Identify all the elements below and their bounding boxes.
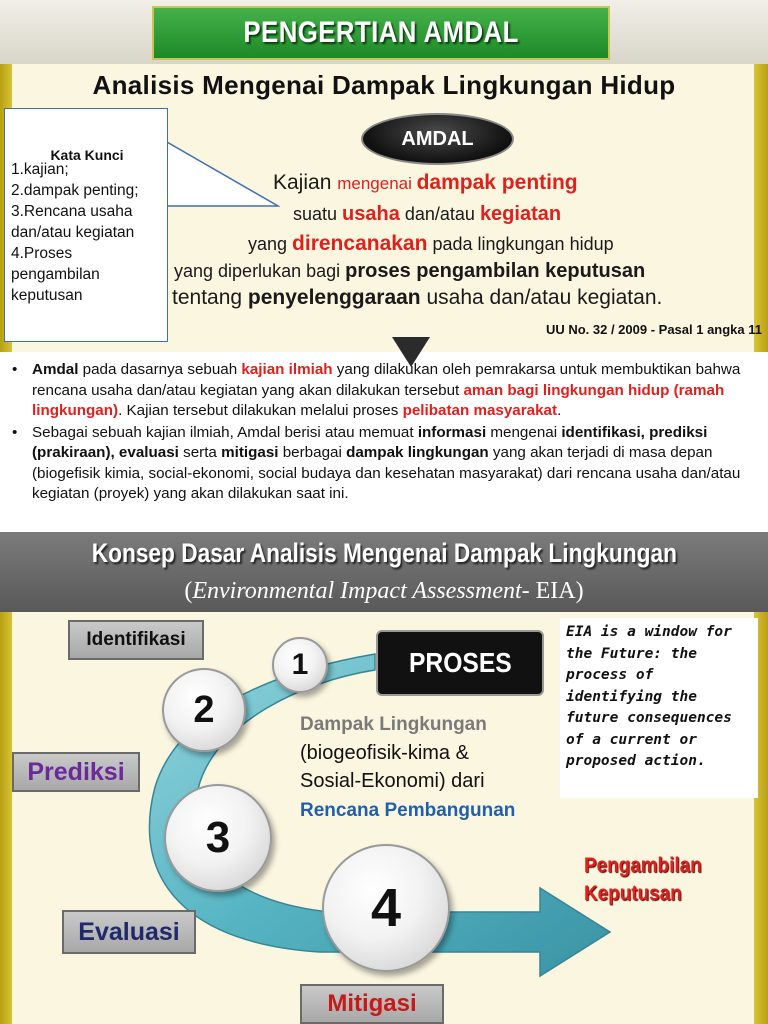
bullet-text: Amdal bbox=[32, 361, 79, 378]
keyword-item: 3.Rencana usaha dan/atau kegiatan bbox=[11, 203, 135, 241]
bullet-item bbox=[10, 423, 754, 505]
legal-reference: UU No. 32 / 2009 - Pasal 1 angka 11 bbox=[545, 322, 762, 337]
slide-subtitle: Analisis Mengenai Dampak Lingkungan Hidup bbox=[92, 70, 676, 100]
impact-title: Dampak Lingkungan bbox=[300, 714, 487, 735]
definition-line-5 bbox=[172, 286, 662, 310]
step-number-1: 1 bbox=[272, 637, 328, 693]
step-evaluasi-label: Evaluasi bbox=[62, 910, 196, 954]
keyword-list bbox=[11, 159, 161, 306]
def-text: yang bbox=[248, 234, 293, 254]
def-text: dan/atau bbox=[399, 204, 480, 224]
bullet-text: yang dilakukan oleh pemrakarsa untuk membuktikan bahwa rencana usaha dan/atau kegiatan yang akan dilakukan tersebut bbox=[32, 361, 741, 399]
keyword-callout bbox=[4, 108, 168, 342]
def-text: suatu bbox=[293, 204, 343, 224]
keyword-title: Kata Kunci bbox=[50, 147, 124, 163]
impact-text: Sosial-Ekonomi) dari bbox=[300, 770, 485, 792]
subtitle-text: Environmental Impact Assessment- bbox=[192, 578, 530, 604]
slide-title: PENGERTIAN AMDAL bbox=[243, 16, 519, 49]
impact-text: (biogeofisik-kima & bbox=[300, 742, 469, 764]
concept-subtitle bbox=[0, 578, 768, 605]
bullet-text: pada dasarnya sebuah bbox=[78, 361, 242, 378]
definition-slide bbox=[0, 0, 768, 352]
def-text: Kajian bbox=[273, 171, 338, 194]
down-arrow-icon bbox=[392, 337, 430, 367]
decision-text: Pengambilan bbox=[584, 854, 702, 877]
bullet-text: Sebagai sebuah kajian ilmiah, Amdal berisi atau memuat bbox=[32, 423, 418, 441]
title-banner bbox=[152, 6, 610, 60]
step-prediksi-label: Prediksi bbox=[12, 752, 140, 792]
bullet-text: . Kajian tersebut dilakukan melalui proses bbox=[118, 402, 403, 419]
definition-line-1 bbox=[273, 171, 578, 195]
bullet-text: mengenai bbox=[486, 423, 562, 441]
step-number-3: 3 bbox=[164, 784, 272, 892]
definition-line-4 bbox=[174, 260, 645, 283]
title-bar bbox=[0, 0, 768, 64]
def-keyword: direncanakan bbox=[292, 232, 428, 255]
bullet-text: kajian ilmiah bbox=[241, 361, 333, 378]
def-keyword: penyelenggaraan bbox=[247, 286, 421, 309]
impact-plan: Rencana Pembangunan bbox=[300, 800, 516, 821]
bullet-text: aman bagi lingkungan hidup (ramah lingkungan) bbox=[32, 381, 725, 419]
keyword-item: 4.Proses pengambilan keputusan bbox=[11, 245, 100, 304]
eia-quote: EIA is a window for the Future: the process of identifying the future consequences of a current or proposed action. bbox=[560, 618, 758, 798]
bullet-text: pelibatan masyarakat bbox=[402, 402, 558, 419]
def-text: usaha dan/atau kegiatan. bbox=[420, 286, 663, 309]
step-number-4: 4 bbox=[322, 844, 450, 972]
def-text: mengenai bbox=[337, 174, 417, 193]
concept-slide bbox=[0, 532, 768, 1024]
subtitle-text: EIA) bbox=[529, 578, 584, 604]
step-identifikasi-label: Identifikasi bbox=[68, 620, 204, 660]
concept-header bbox=[0, 532, 768, 612]
callout-pointer bbox=[160, 136, 280, 236]
decision-label bbox=[584, 852, 715, 908]
bullet-text: berbagai bbox=[278, 444, 347, 461]
bullet-item bbox=[10, 360, 754, 422]
def-text: yang diperlukan bagi bbox=[174, 261, 346, 281]
bullet-text: mitigasi bbox=[221, 444, 279, 461]
def-text: tentang bbox=[172, 286, 248, 309]
bullet-text: identifikasi, prediksi (prakiraan), evaluasi bbox=[32, 423, 708, 461]
decision-text: Keputusan bbox=[584, 882, 682, 905]
bullet-text: serta bbox=[178, 444, 222, 461]
definition-line-2 bbox=[293, 203, 561, 226]
amdal-label: AMDAL bbox=[401, 127, 474, 150]
slide-frame-right bbox=[754, 60, 768, 352]
def-keyword: usaha bbox=[342, 203, 400, 225]
amdal-badge bbox=[361, 113, 514, 165]
keyword-item: 1.kajian; bbox=[11, 161, 69, 178]
def-keyword: kegiatan bbox=[479, 203, 562, 225]
explanation-bullets bbox=[0, 352, 768, 532]
keyword-item: 2.dampak penting; bbox=[11, 182, 139, 199]
process-label: PROSES bbox=[408, 647, 512, 678]
concept-title bbox=[0, 538, 768, 569]
definition-line-3 bbox=[248, 232, 614, 256]
subtitle-text: ( bbox=[184, 578, 193, 604]
def-text: pada lingkungan hidup bbox=[427, 234, 614, 254]
concept-title-text: Konsep Dasar Analisis Mengenai Dampak Lingkungan bbox=[91, 538, 677, 568]
bullet-text: . bbox=[557, 402, 562, 419]
bullet-text: dampak lingkungan bbox=[346, 444, 489, 461]
bullet-text: yang akan terjadi di masa depan (biogefisik kimia, social-ekonomi, social budaya dan kesehatan masyarakat) dari rencana usaha dan/atau kegiatan (proyek) yang akan dilakukan saat ini. bbox=[32, 444, 741, 502]
process-label-box bbox=[376, 630, 544, 696]
def-keyword: proses pengambilan keputusan bbox=[345, 260, 646, 282]
step-number-2: 2 bbox=[162, 668, 246, 752]
bullet-text: informasi bbox=[417, 423, 487, 441]
def-keyword: dampak penting bbox=[416, 171, 578, 194]
step-mitigasi-label: Mitigasi bbox=[300, 984, 444, 1024]
